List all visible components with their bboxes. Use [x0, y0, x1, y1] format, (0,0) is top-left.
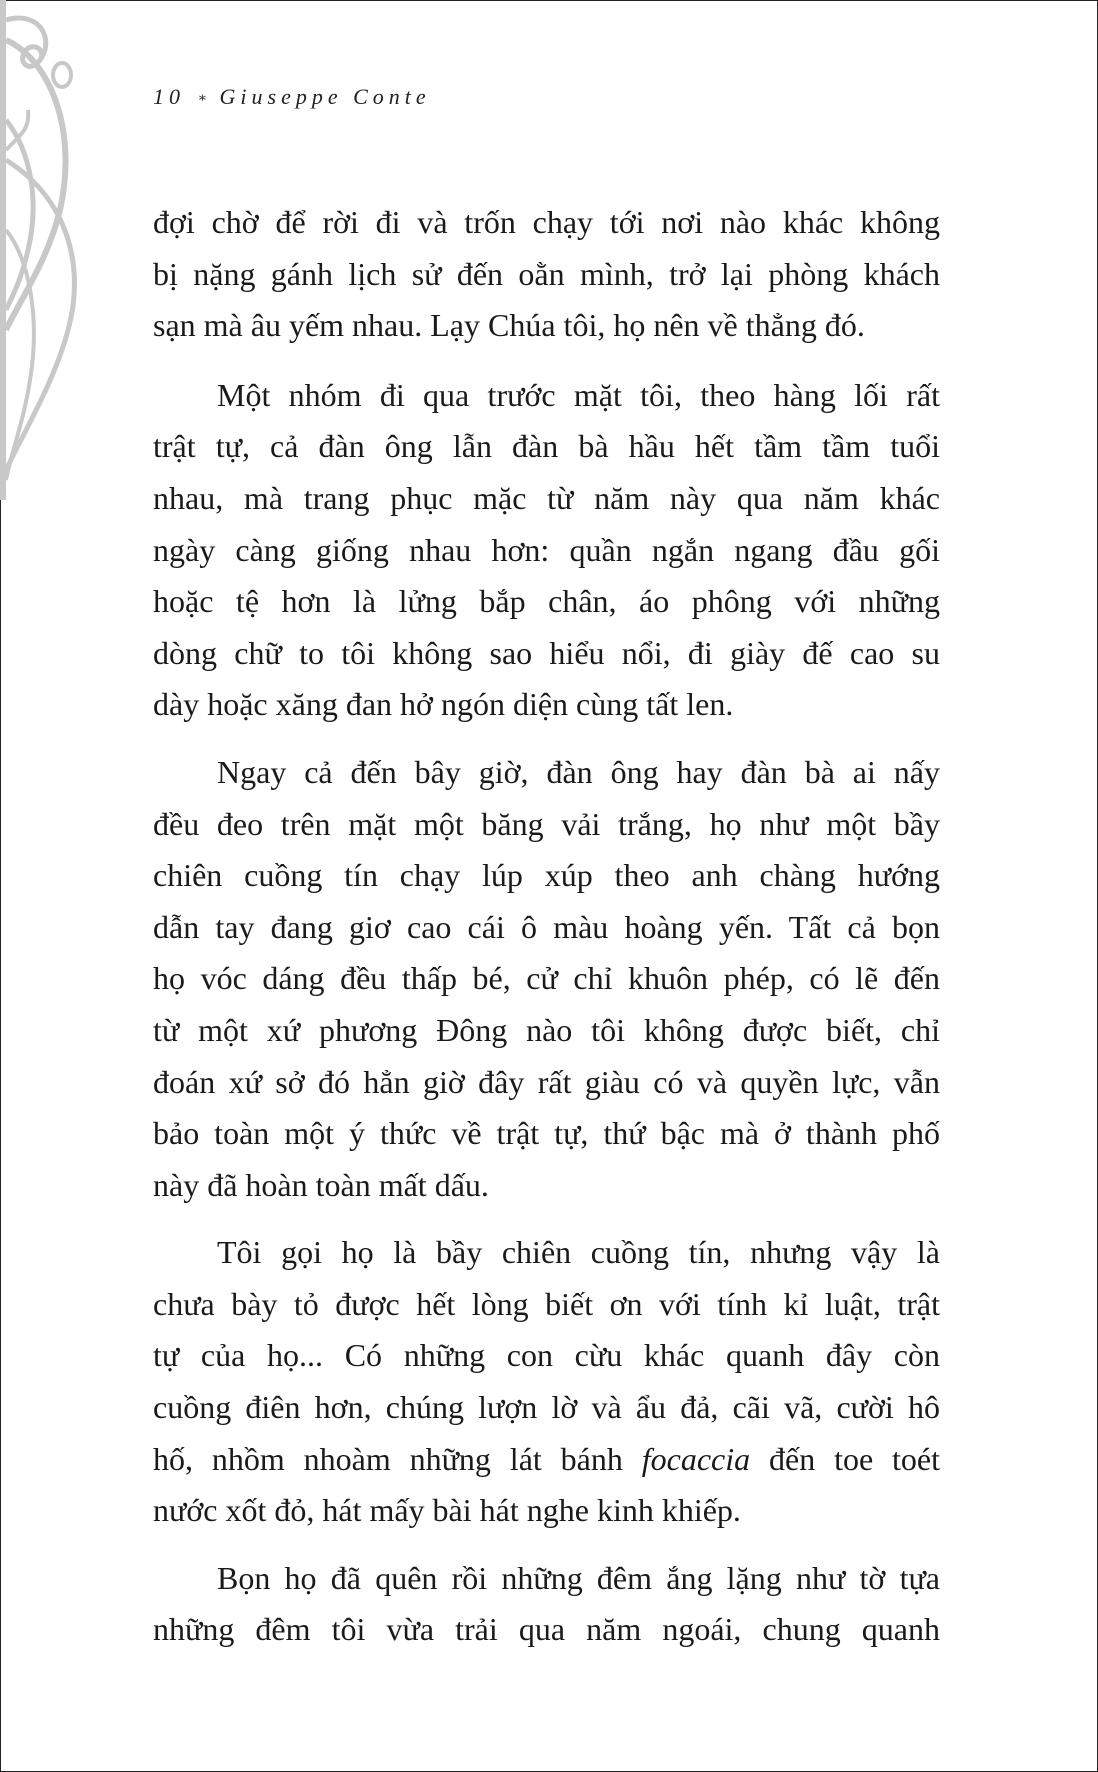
- text-line: đợi chờ để rời đi và trốn chạy tới nơi nào khác không: [153, 204, 940, 240]
- text-line: Ngay cả đến bây giờ, đàn ông hay đàn bà ai nấy: [217, 753, 940, 790]
- header-separator: ∗: [197, 91, 208, 107]
- paragraph-2: [153, 370, 940, 731]
- text-line: Một nhóm đi qua trước mặt tôi, theo hàng lối rất: [217, 376, 940, 413]
- body-text: [153, 197, 940, 1672]
- paragraph-4: [153, 1227, 940, 1537]
- author-name: Giuseppe Conte: [219, 84, 431, 109]
- text-line: những đêm tôi vừa trải qua năm ngoái, chung quanh: [153, 1611, 940, 1648]
- paragraph-5: [153, 1553, 940, 1656]
- floral-ornament-icon: [0, 0, 90, 515]
- text-line: đều đeo trên mặt một băng vải trắng, họ như một bầy: [153, 805, 940, 842]
- text-line: hoặc tệ hơn là lửng bắp chân, áo phông với những: [153, 583, 940, 620]
- text-line: dẫn tay đang giơ cao cái ô màu hoàng yến. Tất cả bọn: [153, 908, 940, 945]
- text-segment: hố, nhồm nhoàm những lát bánh: [153, 1440, 642, 1477]
- text-line-with-italic: [153, 1434, 940, 1486]
- page-number: 10: [153, 84, 185, 109]
- text-line: sạn mà âu yếm nhau. Lạy Chúa tôi, họ nên về thẳng đó.: [153, 307, 865, 344]
- paragraph-3: [153, 747, 940, 1211]
- text-line: ngày càng giống nhau hơn: quần ngắn ngang đầu gối: [153, 531, 940, 568]
- text-line: bị nặng gánh lịch sử đến oằn mình, trở lại phòng khách: [153, 255, 940, 292]
- text-line: dòng chữ to tôi không sao hiểu nổi, đi giày đế cao su: [153, 634, 940, 671]
- text-line: chiên cuồng tín chạy lúp xúp theo anh chàng hướng: [153, 857, 940, 894]
- paragraph-1: [153, 197, 940, 352]
- text-segment: đến toe toét: [750, 1440, 941, 1477]
- text-line: bảo toàn một ý thức về trật tự, thứ bậc mà ở thành phố: [153, 1115, 940, 1152]
- text-line: tự của họ... Có những con cừu khác quanh đây còn: [153, 1337, 940, 1374]
- text-line: nước xốt đỏ, hát mấy bài hát nghe kinh khiếp.: [153, 1492, 741, 1529]
- text-line: cuồng điên hơn, chúng lượn lờ và ẩu đả, cãi vã, cười hô: [153, 1389, 940, 1426]
- text-line: chưa bày tỏ được hết lòng biết ơn với tính kỉ luật, trật: [153, 1285, 940, 1322]
- text-line: dày hoặc xăng đan hở ngón diện cùng tất len.: [153, 686, 734, 723]
- text-line: Bọn họ đã quên rồi những đêm ắng lặng như tờ tựa: [217, 1559, 940, 1596]
- text-line: này đã hoàn toàn mất dấu.: [153, 1166, 489, 1203]
- text-line: Tôi gọi họ là bầy chiên cuồng tín, nhưng vậy là: [217, 1234, 940, 1271]
- text-line: đoán xứ sở đó hẳn giờ đây rất giàu có và quyền lực, vẫn: [153, 1063, 940, 1100]
- text-line: trật tự, cả đàn ông lẫn đàn bà hầu hết tầm tầm tuổi: [153, 428, 940, 465]
- running-header: [153, 84, 431, 110]
- text-line: họ vóc dáng đều thấp bé, cử chỉ khuôn phép, có lẽ đến: [153, 960, 940, 997]
- italic-term: focaccia: [641, 1440, 751, 1477]
- text-line: nhau, mà trang phục mặc từ năm này qua năm khác: [153, 479, 940, 516]
- text-line: từ một xứ phương Đông nào tôi không được biết, chỉ: [153, 1011, 940, 1048]
